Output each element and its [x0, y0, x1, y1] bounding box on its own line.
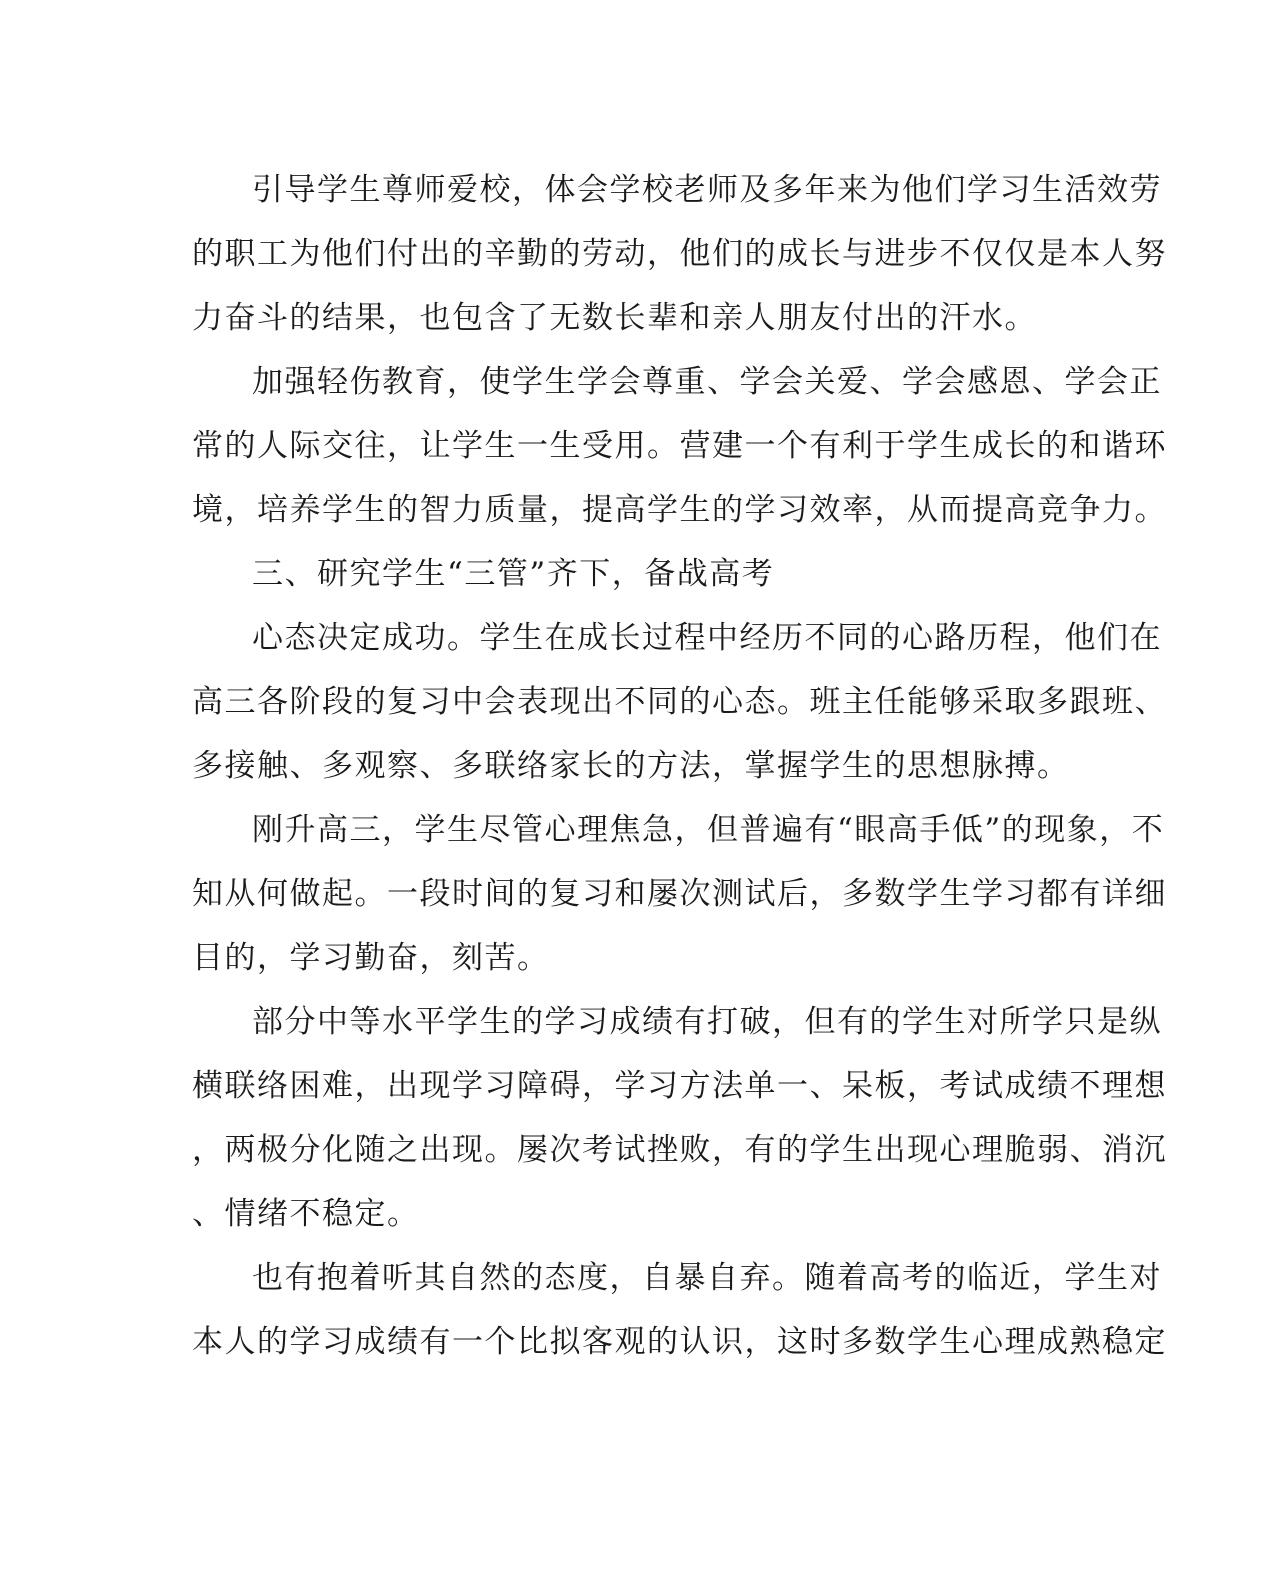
paragraph-4-line-3: 目的，学习勤奋，刻苦。	[192, 940, 550, 976]
paragraph-1-line-3: 力奋斗的结果，也包含了无数长辈和亲人朋友付出的汗水。	[192, 300, 1037, 336]
paragraph-5-line-1: 部分中等水平学生的学习成绩有打破，但有的学生对所学只是纵	[252, 1004, 1162, 1040]
paragraph-3-line-2: 高三各阶段的复习中会表现出不同的心态。班主任能够采取多跟班、	[192, 684, 1167, 720]
paragraph-2-line-3: 境，培养学生的智力质量，提高学生的学习效率，从而提高竞争力。	[192, 492, 1167, 528]
paragraph-4-line-1: 刚升高三，学生尽管心理焦急，但普遍有“眼高手低”的现象，不	[252, 812, 1165, 848]
paragraph-3-line-1: 心态决定成功。学生在成长过程中经历不同的心路历程，他们在	[252, 620, 1162, 656]
body-text	[192, 158, 1167, 1374]
paragraph-5-line-2: 横联络困难，出现学习障碍，学习方法单一、呆板，考试成绩不理想	[192, 1068, 1167, 1104]
paragraph-6-line-2: 本人的学习成绩有一个比拟客观的认识，这时多数学生心理成熟稳定	[192, 1324, 1167, 1360]
paragraph-5-line-4: 、情绪不稳定。	[192, 1196, 420, 1232]
paragraph-5-line-3: ，两极分化随之出现。屡次考试挫败，有的学生出现心理脆弱、消沉	[192, 1132, 1167, 1168]
paragraph-1-line-1: 引导学生尊师爱校，体会学校老师及多年来为他们学习生活效劳	[252, 172, 1162, 208]
paragraph-4-line-2: 知从何做起。一段时间的复习和屡次测试后，多数学生学习都有详细	[192, 876, 1167, 912]
paragraph-2-line-1: 加强轻伤教育，使学生学会尊重、学会关爱、学会感恩、学会正	[252, 364, 1162, 400]
paragraph-6-line-1: 也有抱着听其自然的态度，自暴自弃。随着高考的临近，学生对	[252, 1260, 1162, 1296]
paragraph-3-line-3: 多接触、多观察、多联络家长的方法，掌握学生的思想脉搏。	[192, 748, 1070, 784]
paragraph-1-line-2: 的职工为他们付出的辛勤的劳动，他们的成长与进步不仅仅是本人努	[192, 236, 1167, 272]
section-heading: 三、研究学生“三管”齐下，备战高考	[252, 556, 775, 592]
paragraph-2-line-2: 常的人际交往，让学生一生受用。营建一个有利于学生成长的和谐环	[192, 428, 1167, 464]
